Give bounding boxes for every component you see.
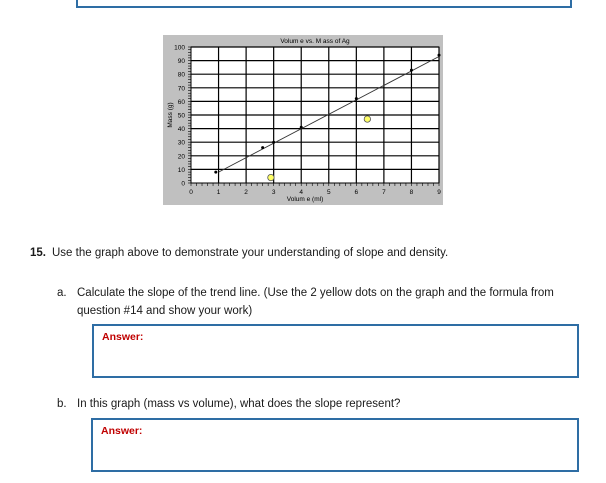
answer-box-b[interactable]: [91, 418, 579, 472]
item-b-letter: b.: [57, 398, 67, 410]
data-point: [300, 126, 303, 129]
x-tick-label: 4: [299, 189, 304, 196]
x-tick-label: 6: [354, 189, 359, 196]
y-tick-label: 10: [177, 166, 185, 174]
data-point: [410, 69, 413, 72]
y-tick-label: 30: [177, 139, 185, 147]
data-point: [214, 171, 217, 174]
question-number: 15.: [30, 247, 46, 259]
x-axis-label: Volum e (ml): [286, 196, 324, 203]
chart-title: Volum e vs. M ass of Ag: [280, 38, 350, 45]
data-point: [438, 54, 441, 57]
chart-svg: [163, 35, 443, 205]
y-tick-label: 0: [181, 180, 185, 188]
x-tick-label: 0: [189, 189, 193, 196]
y-tick-label: 90: [177, 58, 185, 66]
answer-a-label: Answer:: [102, 331, 144, 343]
x-tick-label: 3: [271, 189, 276, 196]
yellow-point: [364, 116, 370, 122]
y-tick-label: 100: [174, 44, 185, 52]
y-tick-label: 70: [177, 85, 185, 93]
item-a-line1: Calculate the slope of the trend line. (Use the 2 yellow dots on the graph and the formula from: [77, 287, 554, 299]
item-a-letter: a.: [57, 287, 67, 299]
answer-b-label: Answer:: [101, 425, 143, 437]
x-tick-label: 9: [437, 189, 441, 196]
item-a: [57, 284, 587, 324]
item-b: [57, 395, 587, 415]
y-tick-label: 40: [177, 126, 185, 134]
y-tick-label: 20: [177, 153, 185, 161]
x-tick-label: 5: [326, 189, 331, 196]
x-tick-label: 7: [382, 189, 386, 196]
data-point: [261, 146, 264, 149]
x-tick-label: 1: [216, 189, 221, 196]
y-tick-label: 80: [177, 71, 185, 79]
item-b-text: In this graph (mass vs volume), what does the slope represent?: [77, 398, 401, 410]
y-tick-label: 50: [177, 112, 185, 120]
y-tick-label: 60: [177, 98, 185, 106]
y-axis-label: Mass (g): [167, 102, 174, 128]
data-point: [272, 141, 275, 144]
item-a-line2: question #14 and show your work): [77, 305, 253, 317]
answer-box-a[interactable]: [92, 324, 579, 378]
volume-mass-chart: [163, 35, 443, 205]
item-a-text: [77, 284, 554, 320]
x-tick-label: 8: [409, 189, 414, 196]
question-15: [30, 247, 448, 259]
x-tick-label: 2: [244, 189, 248, 196]
data-point: [355, 97, 358, 100]
previous-answer-box[interactable]: [76, 0, 572, 8]
yellow-point: [268, 174, 274, 180]
question-text: Use the graph above to demonstrate your understanding of slope and density.: [52, 247, 449, 259]
